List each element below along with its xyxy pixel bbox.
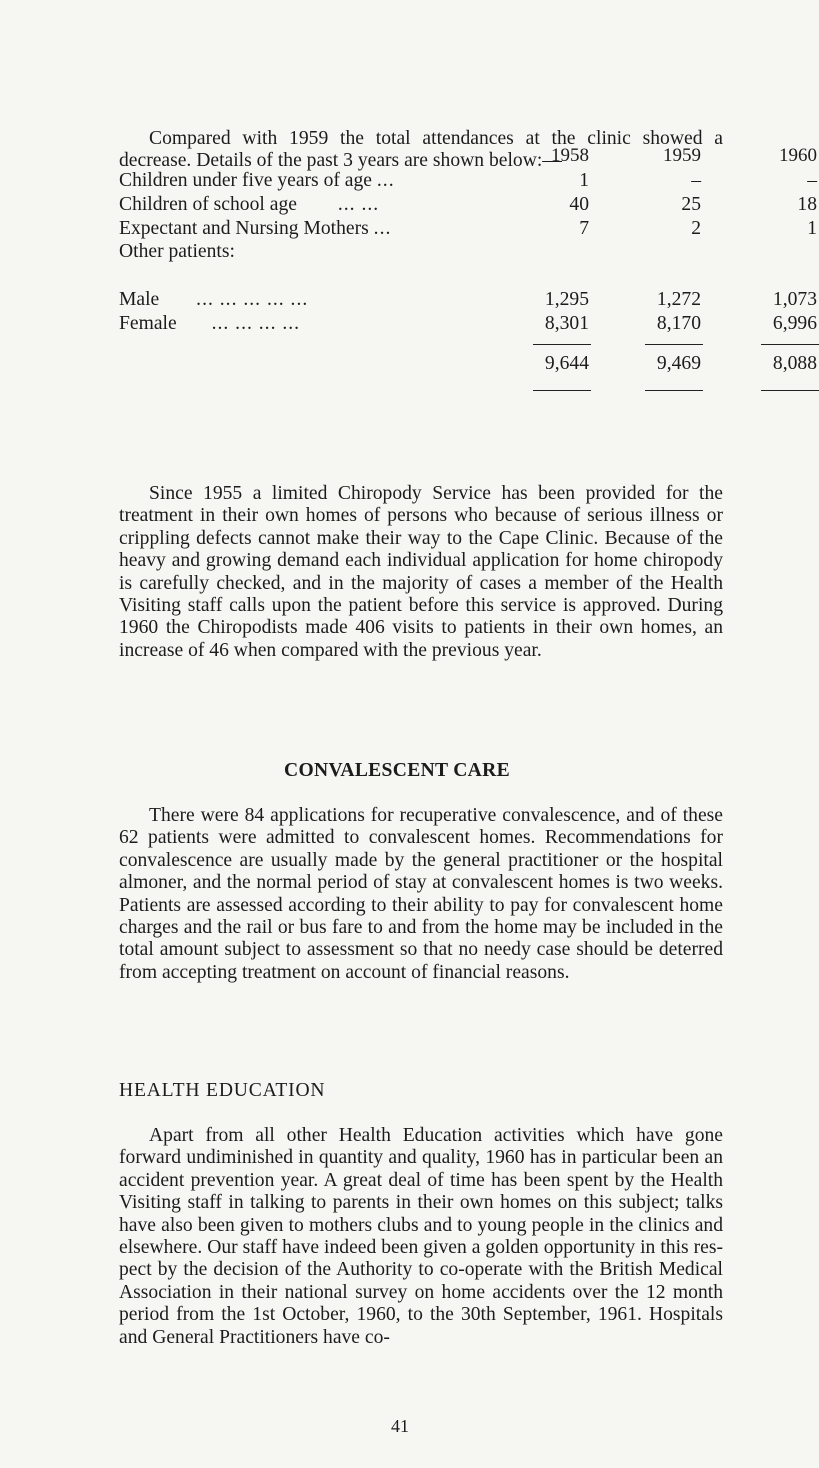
- row-label: [119, 194, 379, 216]
- totals-row: [119, 353, 817, 377]
- row-label: [119, 170, 395, 192]
- total-rule-1959: [645, 390, 703, 391]
- total-1960: 8,088: [772, 353, 817, 374]
- cell-1959: 2: [691, 218, 701, 239]
- cell-1959: 1,272: [656, 289, 701, 310]
- cell-1960: –: [807, 170, 817, 191]
- cell-1958: 1,295: [544, 289, 589, 310]
- chiropody-text: Since 1955 a limited Chiropody Service has been provided for the treatment in their own homes of persons who because of serious illness or crippling defects cannot make their way to the Cape Clinic. Because of the heavy and growing demand each individual application for home chiropody is carefully checked, and in the majority of cases a member of the Health Visiting staff calls upon the patient before this service is approved. During 1960 the Chiropodists made 406 visits to patients in their own homes, an increase of 46 when compared with the previous year.: [119, 483, 723, 661]
- leader-dots: ... ... ... ...: [211, 313, 301, 334]
- row-label: [119, 218, 391, 240]
- total-rule-1960: [761, 390, 819, 391]
- cell-1958: 40: [569, 194, 589, 215]
- cell-1959: 8,170: [656, 313, 701, 334]
- cell-1959: 25: [681, 194, 701, 215]
- total-1959: 9,469: [656, 353, 701, 374]
- cell-1958: 7: [579, 218, 589, 239]
- row-label-text: Children of school age: [119, 194, 297, 215]
- convalescent-paragraph: [119, 805, 723, 984]
- row-label-text: Children under five years of age: [119, 170, 372, 191]
- sum-rule-1958: [533, 344, 591, 345]
- sum-rule-1959: [645, 344, 703, 345]
- cell-1958: 1: [579, 170, 589, 191]
- table-header-row: [119, 145, 817, 169]
- page-number: 41: [391, 1416, 409, 1436]
- cell-1960: 1: [807, 218, 817, 239]
- year-header-1958: 1958: [551, 145, 589, 166]
- leader-dots: ... ... ... ... ...: [196, 289, 309, 310]
- cell-1958: 8,301: [544, 313, 589, 334]
- table-row: [119, 241, 739, 265]
- row-label-text: Male: [119, 289, 160, 310]
- cell-1960: 6,996: [772, 313, 817, 334]
- row-label-text: Female: [119, 313, 177, 334]
- cell-1960: 18: [797, 194, 817, 215]
- total-1958: 9,644: [544, 353, 589, 374]
- cell-1960: 1,073: [772, 289, 817, 310]
- table-row: [119, 289, 817, 313]
- row-label: [119, 289, 308, 311]
- row-label-text: Other patients:: [119, 241, 235, 262]
- leader-dots: ... ...: [337, 194, 380, 215]
- leader-dots: ...: [373, 218, 392, 239]
- health-education-paragraph: [119, 1125, 723, 1349]
- table-row: [119, 313, 817, 337]
- leader-dots: ...: [376, 170, 395, 191]
- intro-text: Compared with 1959 the total attendances at the clinic showed a decrease. Details of the past 3 years are shown below:—: [119, 128, 723, 172]
- row-label-text: Expectant and Nursing Mothers: [119, 218, 369, 239]
- health-education-text: Apart from all other Health Education activities which have gone forward undiminished in quantity and quality, 1960 has in particular been an accident prevention year. A great deal of time has been spent by the Health Visiting staff in talking to parents in their own homes on this subject; talks have also been given to mothers clubs and to young people in the clinics and elsewhere. Our staff have indeed been given a golden opportunity in this res- pect by the decision of the Authority to co-operate with the British Medical Association in their national survey on home accidents over the 12 month period from the 1st October, 1960, to the 30th September, 1961. Hospitals and General Practitioners have co-: [119, 1125, 723, 1348]
- convalescent-care-heading: CONVALESCENT CARE: [284, 760, 510, 781]
- table-row: [119, 218, 817, 242]
- row-label: [119, 313, 300, 335]
- cell-1959: –: [691, 170, 701, 191]
- table-row: [119, 170, 817, 194]
- chiropody-paragraph: [119, 483, 723, 662]
- row-label: [119, 241, 235, 263]
- table-row: [119, 194, 817, 218]
- sum-rule-1960: [761, 344, 819, 345]
- year-header-1960: 1960: [779, 145, 817, 166]
- year-header-1959: 1959: [663, 145, 701, 166]
- convalescent-text: There were 84 applications for recuperative convalescence, and of these 62 patients were admitted to convalescent homes. Recommendations for convalescence are usually made by the general practitioner or the hospital almoner, and the normal period of stay at convalescent homes is two weeks. Patients are assessed according to their ability to pay for convalescent home charges and the rail or bus fare to and from the home may be included in the total amount subject to assessment so that no needy case should be deterred from accepting treatment on account of financial reasons.: [119, 805, 723, 983]
- health-education-heading: HEALTH EDUCATION: [119, 1080, 326, 1101]
- total-rule-1958: [533, 390, 591, 391]
